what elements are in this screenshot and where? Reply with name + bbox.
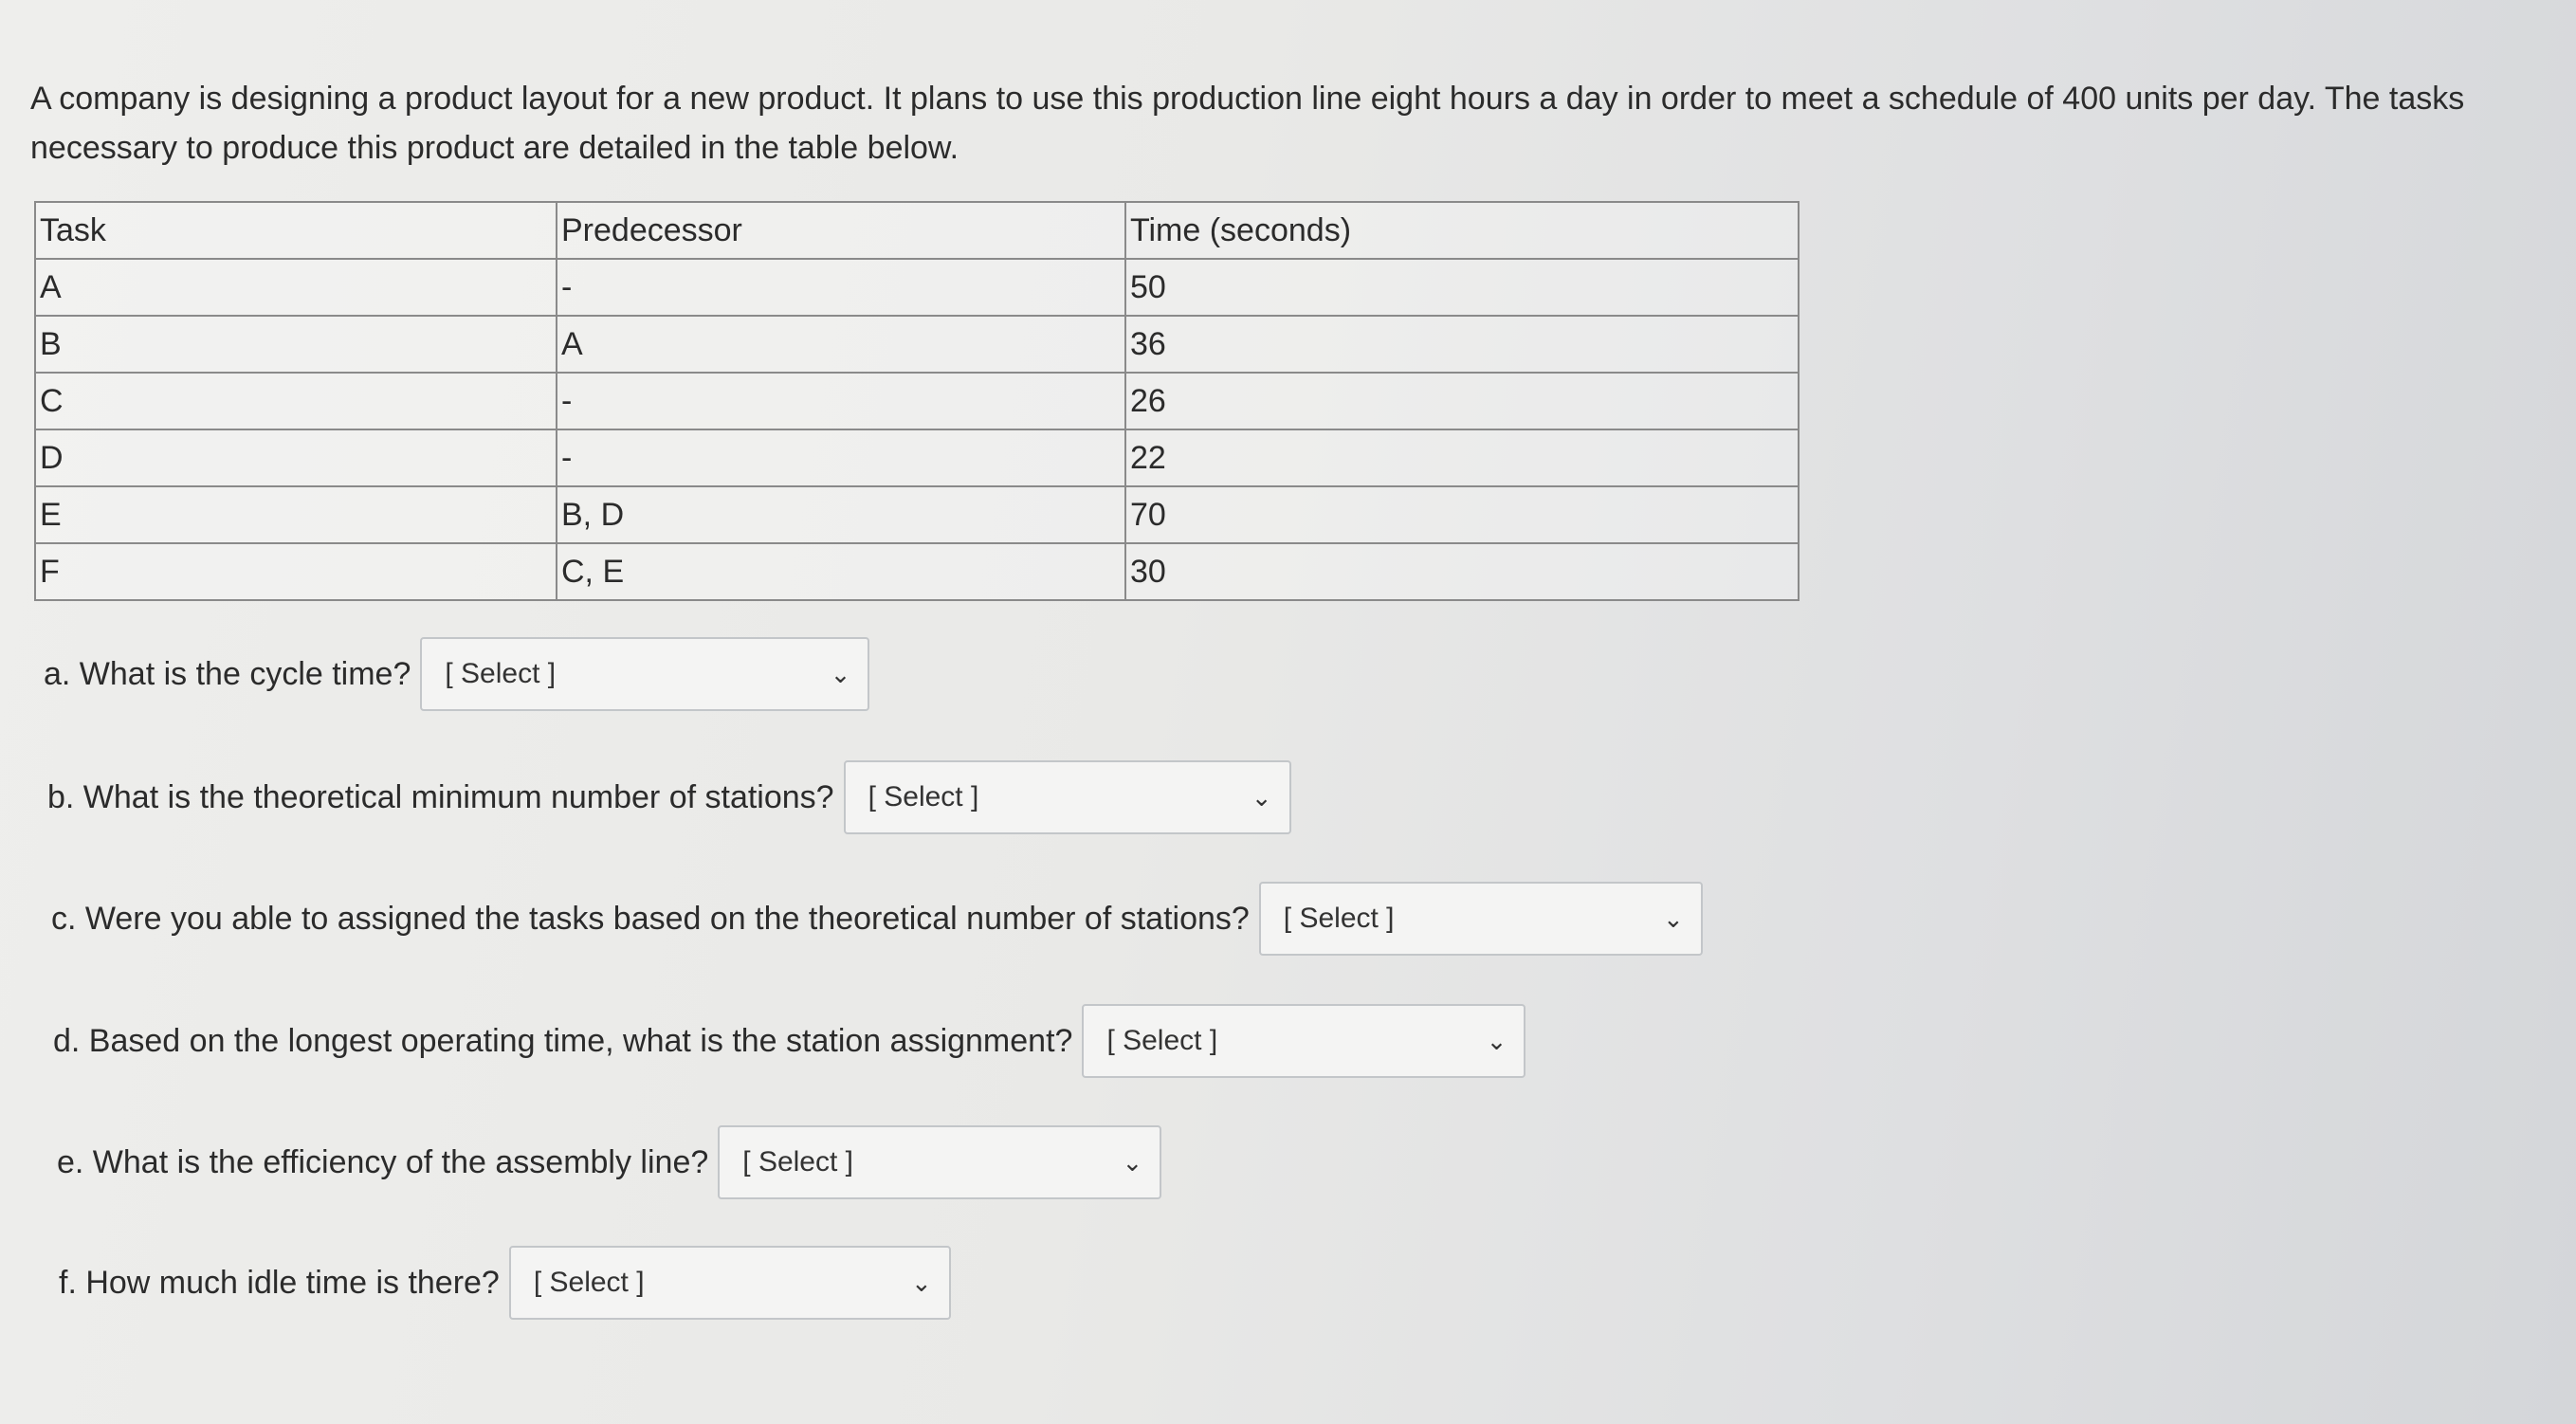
question-c (51, 882, 1703, 956)
question-a (44, 637, 869, 711)
cell-time: 22 (1125, 429, 1799, 486)
efficiency-select[interactable] (718, 1125, 1161, 1199)
cell-predecessor: B, D (557, 486, 1125, 543)
question-f-label: f. How much idle time is there? (59, 1264, 500, 1301)
task-assignment-select[interactable] (1259, 882, 1703, 956)
cell-task: C (35, 373, 557, 429)
cycle-time-select[interactable] (420, 637, 869, 711)
cell-task: E (35, 486, 557, 543)
question-f (59, 1246, 951, 1320)
cell-time: 50 (1125, 259, 1799, 316)
question-e-label: e. What is the efficiency of the assembly line? (57, 1143, 709, 1180)
cell-task: D (35, 429, 557, 486)
cell-time: 36 (1125, 316, 1799, 373)
select-value: [ Select ] (1106, 1025, 1218, 1056)
table-row (35, 259, 1799, 316)
cell-task: A (35, 259, 557, 316)
select-value: [ Select ] (533, 1267, 645, 1298)
question-a-label: a. What is the cycle time? (44, 655, 411, 692)
table-row (35, 486, 1799, 543)
select-value: [ Select ] (742, 1146, 853, 1178)
table-header-row (35, 202, 1799, 259)
cell-task: F (35, 543, 557, 600)
cell-time: 26 (1125, 373, 1799, 429)
table-row (35, 429, 1799, 486)
cell-predecessor: - (557, 259, 1125, 316)
station-assignment-select[interactable] (1082, 1004, 1526, 1078)
chevron-down-icon: ⌄ (830, 659, 851, 688)
chevron-down-icon: ⌄ (1251, 782, 1272, 812)
cell-task: B (35, 316, 557, 373)
question-d (53, 1004, 1526, 1078)
cell-predecessor: A (557, 316, 1125, 373)
question-c-label: c. Were you able to assigned the tasks based on the theoretical number of stations? (51, 900, 1250, 937)
cell-predecessor: - (557, 429, 1125, 486)
idle-time-select[interactable] (509, 1246, 951, 1320)
select-value: [ Select ] (445, 658, 557, 689)
header-predecessor: Predecessor (557, 202, 1125, 259)
table-row (35, 316, 1799, 373)
header-time: Time (seconds) (1125, 202, 1799, 259)
cell-predecessor: - (557, 373, 1125, 429)
table-row (35, 543, 1799, 600)
select-value: [ Select ] (868, 781, 979, 812)
question-b-label: b. What is the theoretical minimum number of stations? (47, 778, 834, 815)
task-table (34, 201, 1800, 601)
question-prompt: A company is designing a product layout for a new product. It plans to use this production line eight hours a day in order to meet a schedule of 400 units per day. The tasks necessary to produce this product are detailed in the table below. (30, 81, 2465, 166)
question-e (57, 1125, 1161, 1199)
cell-time: 30 (1125, 543, 1799, 600)
cell-predecessor: C, E (557, 543, 1125, 600)
chevron-down-icon: ⌄ (1663, 904, 1684, 933)
chevron-down-icon: ⌄ (1122, 1147, 1143, 1177)
header-task: Task (35, 202, 557, 259)
cell-time: 70 (1125, 486, 1799, 543)
chevron-down-icon: ⌄ (911, 1268, 932, 1297)
chevron-down-icon: ⌄ (1486, 1026, 1507, 1055)
min-stations-select[interactable] (844, 760, 1291, 834)
question-d-label: d. Based on the longest operating time, what is the station assignment? (53, 1022, 1073, 1059)
table-row (35, 373, 1799, 429)
select-value: [ Select ] (1283, 903, 1395, 934)
question-b (47, 760, 1291, 834)
